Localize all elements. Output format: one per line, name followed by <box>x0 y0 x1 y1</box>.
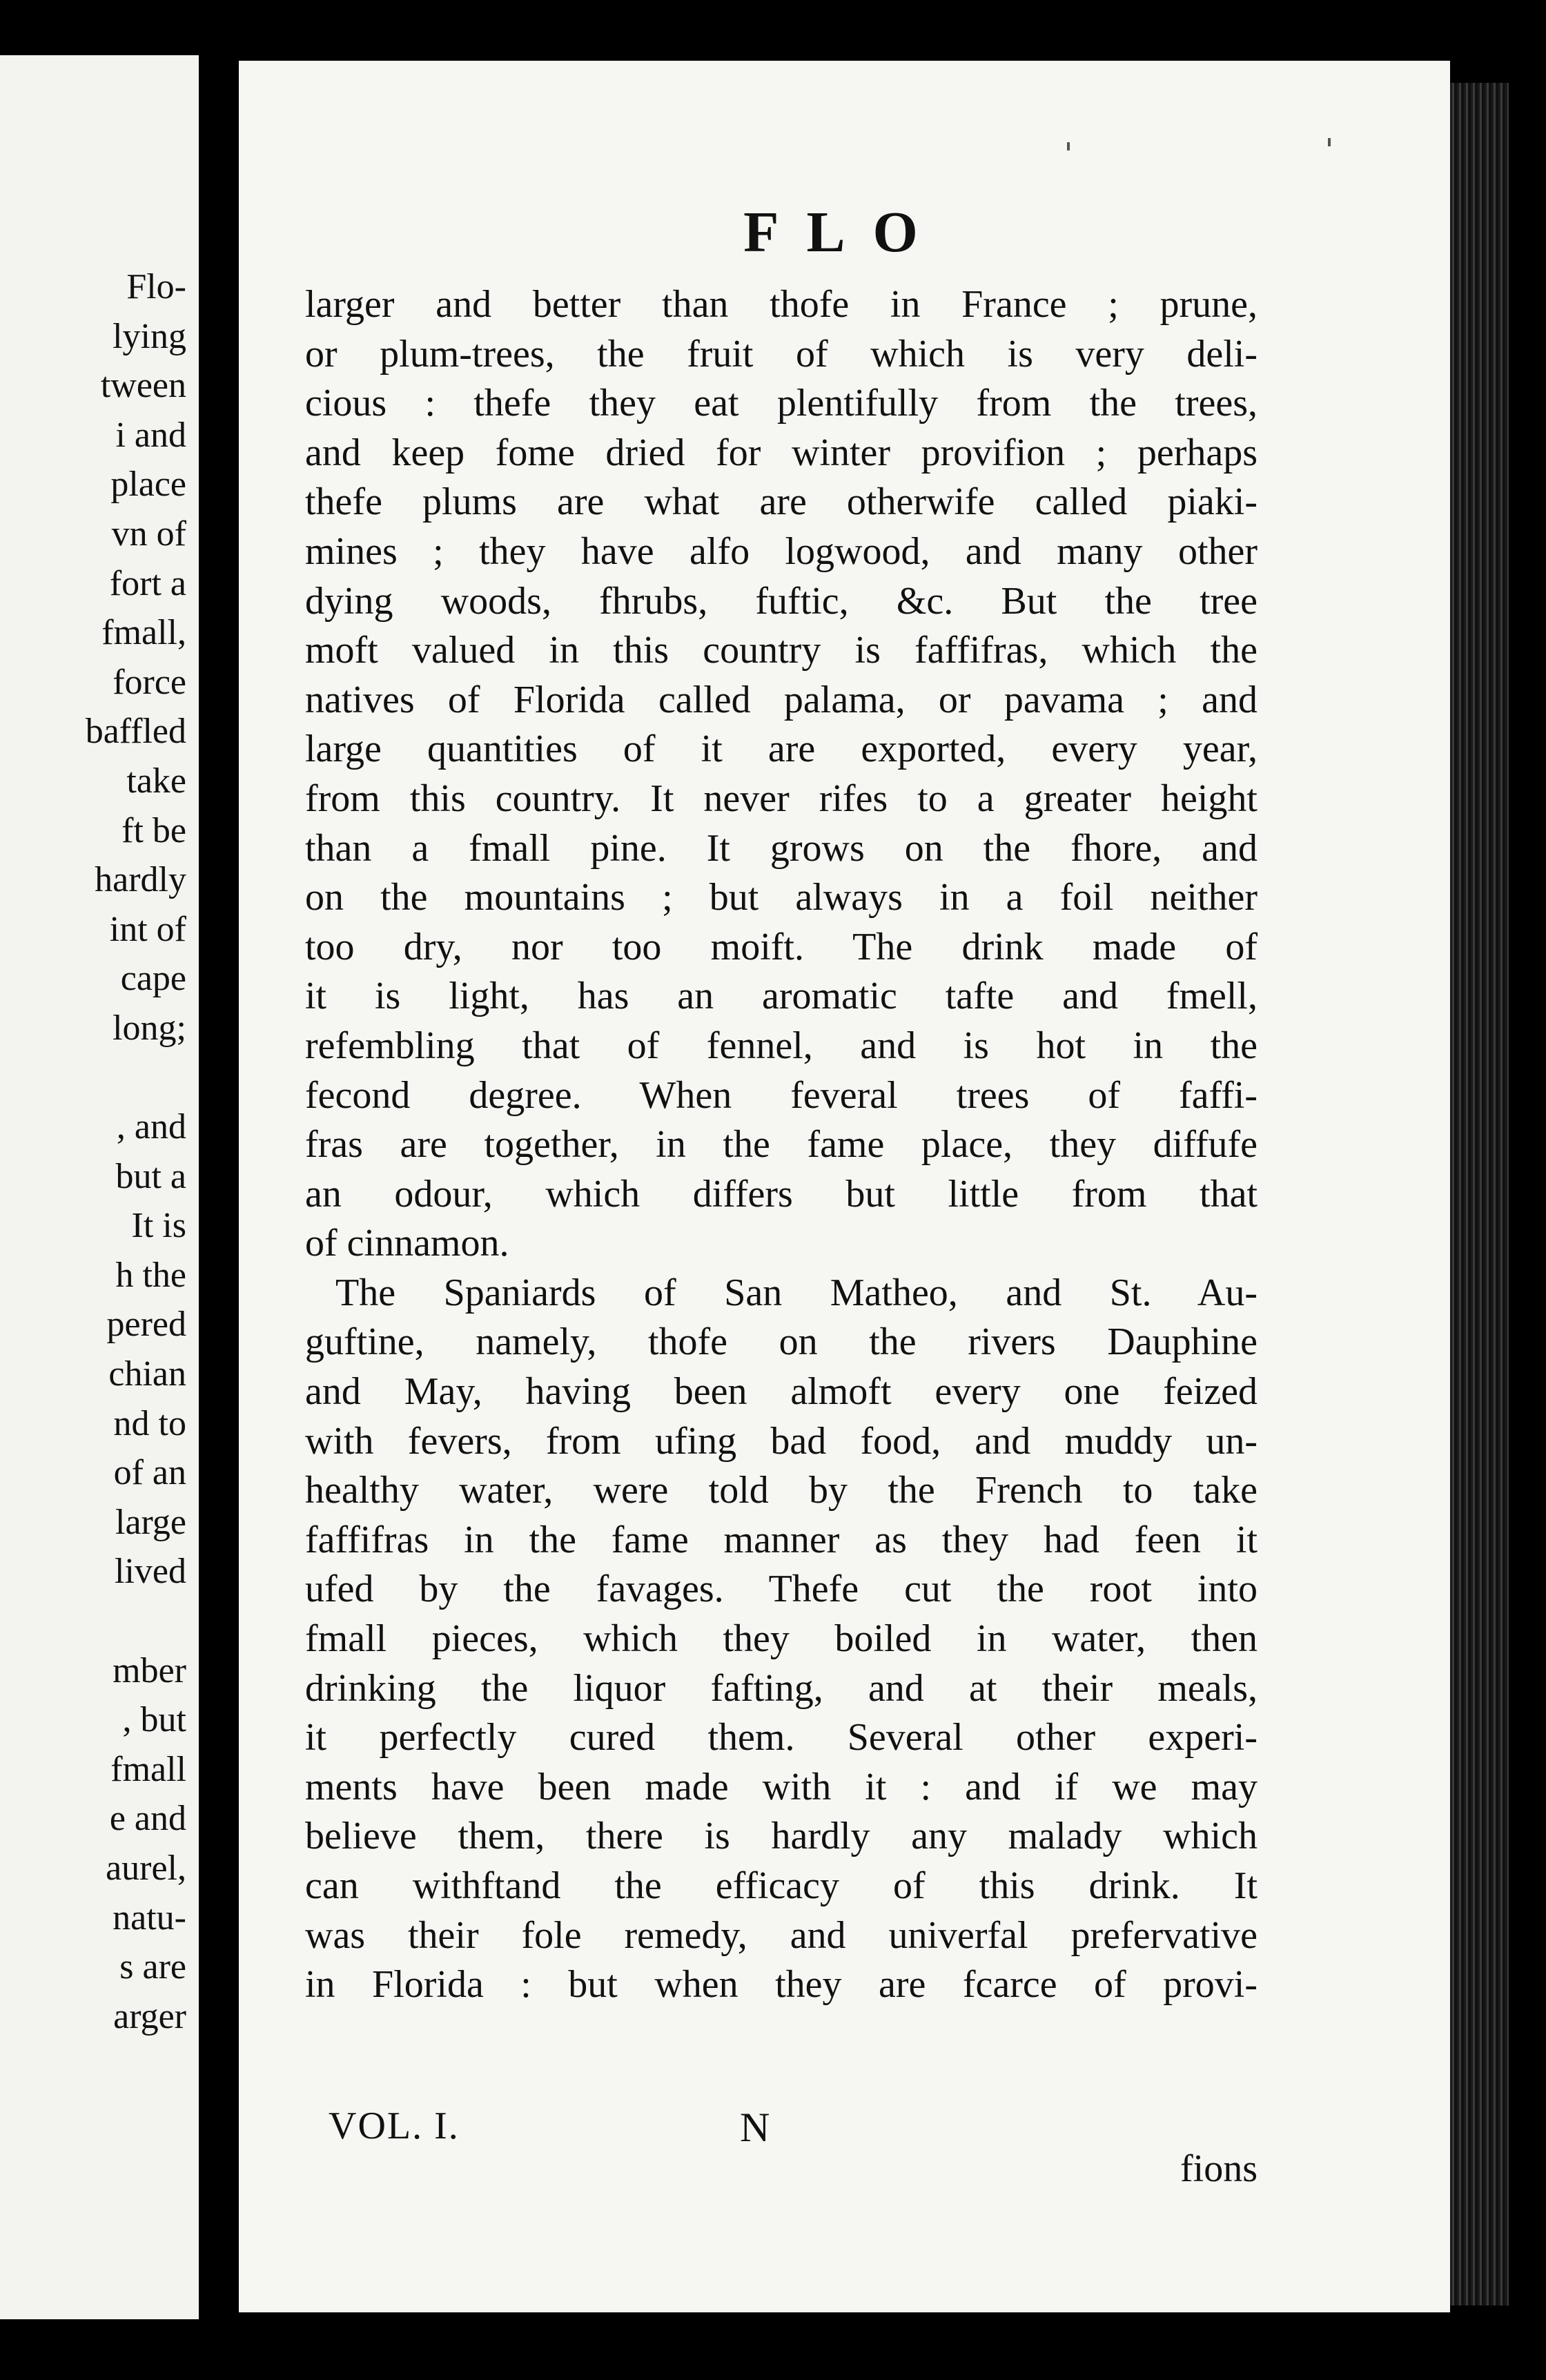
left-page-line: nd to <box>113 1403 186 1443</box>
text-line: can withftand the efficacy of this drink. It <box>305 1864 1258 1907</box>
left-page-line: force <box>112 662 186 702</box>
left-page-line: fmall, <box>101 613 186 653</box>
text-line: and keep fome dried for winter provifion ; perhaps <box>305 431 1258 474</box>
left-page-line: pered <box>106 1305 186 1345</box>
text-line: guftine, namely, thofe on the rivers Dauphine <box>305 1320 1258 1364</box>
text-line: on the mountains ; but always in a foil neither <box>305 876 1258 919</box>
text-line: moft valued in this country is faffifras, which the <box>305 629 1258 672</box>
text-line: believe them, there is hardly any malady which <box>305 1815 1258 1858</box>
left-page-line: natu- <box>112 1898 186 1938</box>
ink-speck <box>1328 138 1331 146</box>
text-line: than a fmall pine. It grows on the fhore, and <box>305 826 1258 870</box>
volume-label: VOL. I. <box>329 2105 460 2147</box>
text-line: healthy water, were told by the French to take <box>305 1469 1258 1512</box>
text-line: an odour, which differs but little from that <box>305 1172 1258 1216</box>
left-page-line: take <box>126 761 186 801</box>
signature-mark: N <box>740 2105 770 2150</box>
left-page-line: arger <box>113 1996 186 2036</box>
text-line: faffifras in the fame manner as they had feen it <box>305 1518 1258 1561</box>
left-page-line: , and <box>116 1107 186 1147</box>
text-line: larger and better than thofe in France ; prune, <box>305 283 1258 326</box>
text-line: fras are together, in the fame place, they diffufe <box>305 1123 1258 1167</box>
text-line: of cinnamon. <box>305 1222 509 1265</box>
left-page-line: chian <box>108 1354 186 1394</box>
ink-speck <box>1067 142 1070 150</box>
left-page-line: vn of <box>111 514 186 554</box>
text-line: large quantities of it are exported, every year, <box>305 728 1258 771</box>
text-line: cious : thefe they eat plentifully from the trees, <box>305 382 1258 425</box>
left-page-line: cape <box>120 959 186 999</box>
page-edges <box>1450 83 1509 2305</box>
main-page <box>239 61 1450 2312</box>
text-line: in Florida : but when they are fcarce of provi- <box>305 1963 1258 2007</box>
left-page-text <box>0 262 186 2041</box>
running-head: FLO <box>743 200 946 264</box>
text-line: fecond degree. When feveral trees of faffi- <box>305 1073 1258 1117</box>
book-gutter <box>199 0 239 2380</box>
text-line: refembling that of fennel, and is hot in the <box>305 1024 1258 1067</box>
text-line: thefe plums are what are otherwife called piaki- <box>305 480 1258 524</box>
left-facing-page <box>0 55 199 2319</box>
left-page-line: but a <box>115 1156 186 1196</box>
left-page-line: Flo- <box>126 267 186 306</box>
left-page-line: int of <box>109 909 186 949</box>
left-page-line <box>0 1053 186 1103</box>
text-line: drinking the liquor fafting, and at their meals, <box>305 1666 1258 1710</box>
body-text <box>305 280 1258 2010</box>
left-page-line: It is <box>131 1206 186 1246</box>
left-page-line: hardly <box>95 860 186 900</box>
text-line: natives of Florida called palama, or pavama ; and <box>305 678 1258 721</box>
text-line: mines ; they have alfo logwood, and many other <box>305 529 1258 573</box>
left-page-line: h the <box>115 1255 186 1295</box>
left-page-line: s are <box>119 1947 186 1987</box>
text-line: too dry, nor too moift. The drink made of <box>305 925 1258 968</box>
text-line: or plum-trees, the fruit of which is very deli- <box>305 332 1258 375</box>
left-page-line: i and <box>115 415 186 455</box>
text-line: ufed by the favages. Thefe cut the root into <box>305 1568 1258 1611</box>
left-page-line: lived <box>115 1552 186 1592</box>
text-line: ments have been made with it : and if we may <box>305 1765 1258 1808</box>
text-line: it perfectly cured them. Several other experi- <box>305 1716 1258 1759</box>
left-page-line: tween <box>100 366 186 406</box>
text-line: dying woods, fhrubs, fuftic, &c. But the tree <box>305 579 1258 623</box>
left-page-line: place <box>110 465 186 505</box>
left-page-line: , but <box>122 1700 186 1740</box>
text-line: fmall pieces, which they boiled in water, then <box>305 1617 1258 1661</box>
left-page-line: aurel, <box>106 1849 186 1888</box>
left-page-line: ft be <box>121 810 186 850</box>
left-page-line: baffled <box>85 712 186 752</box>
left-page-line: fort a <box>109 563 186 603</box>
left-page-line: of an <box>113 1453 186 1493</box>
text-line: and May, having been almoft every one feized <box>305 1370 1258 1414</box>
text-line: was their fole remedy, and univerfal prefervative <box>305 1913 1258 1957</box>
page-footer <box>305 2104 1258 2194</box>
text-line: The Spaniards of San Matheo, and St. Au- <box>335 1271 1258 1314</box>
text-line: with fevers, from ufing bad food, and muddy un- <box>305 1419 1258 1463</box>
left-page-line <box>0 1597 186 1646</box>
catchword: fions <box>1180 2147 1258 2190</box>
left-page-line: e and <box>109 1799 186 1839</box>
left-page-line: fmall <box>110 1749 186 1789</box>
left-page-line: mber <box>112 1650 186 1690</box>
text-line: it is light, has an aromatic tafte and fmell, <box>305 975 1258 1018</box>
left-page-line: large <box>115 1502 186 1542</box>
left-page-line: lying <box>112 316 186 356</box>
text-line: from this country. It never rifes to a greater height <box>305 777 1258 820</box>
left-page-line: long; <box>112 1008 186 1048</box>
